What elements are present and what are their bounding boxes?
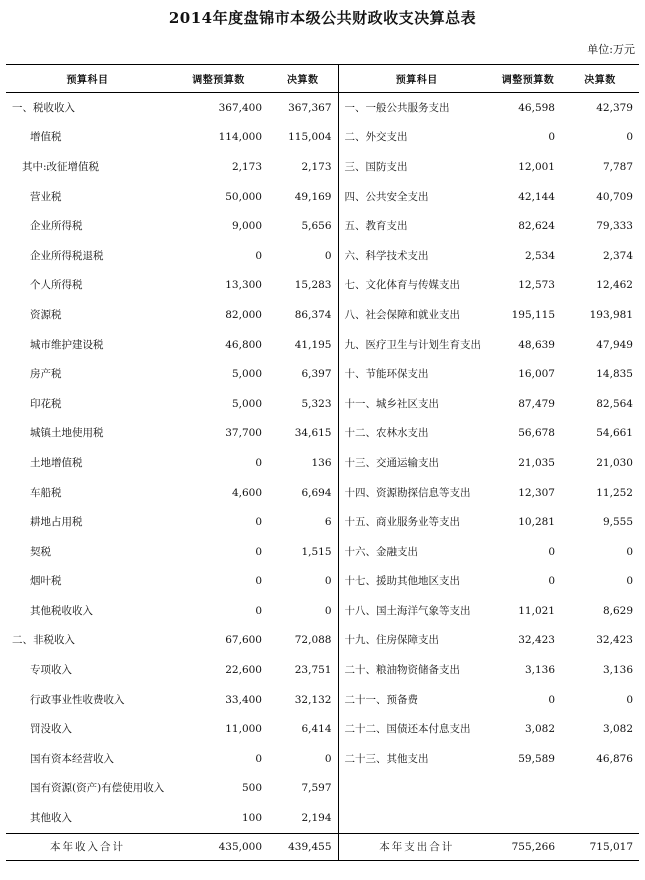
totals-row: [6, 833, 639, 860]
expense-final: 0: [626, 575, 633, 588]
income-adjusted: 5,000: [231, 397, 262, 410]
income-item: 耕地占用税: [30, 516, 83, 529]
table-row: [6, 744, 639, 774]
income-adjusted: 46,800: [225, 338, 262, 351]
income-adjusted: 0: [255, 752, 262, 765]
income-adjusted: 114,000: [218, 131, 262, 144]
expense-final: 0: [626, 131, 633, 144]
expense-adjusted: 42,144: [518, 190, 555, 203]
table-row: [6, 300, 639, 330]
expense-item: 十九、住房保障支出: [338, 626, 495, 656]
income-adjusted: 9,000: [231, 220, 262, 233]
income-adjusted: 0: [255, 456, 262, 469]
expense-final: [561, 774, 639, 804]
table-row: [6, 152, 639, 182]
expense-item: 二、外交支出: [338, 123, 495, 153]
header-income-item: 预算科目: [6, 65, 169, 93]
expense-item: 二十、粮油物资储备支出: [338, 655, 495, 685]
income-item: 车船税: [30, 486, 62, 499]
expense-item: 十五、商业服务业等支出: [338, 507, 495, 537]
table-row: [6, 241, 639, 271]
income-adjusted: 0: [255, 604, 262, 617]
table-row: [6, 271, 639, 301]
income-final: 6,414: [301, 723, 332, 736]
expense-final: 40,709: [596, 190, 633, 203]
expense-total-final: 715,017: [561, 833, 639, 860]
income-final: 2,194: [301, 812, 332, 825]
income-item: 城镇土地使用税: [30, 427, 104, 440]
table-row: [6, 182, 639, 212]
expense-item: 十七、援助其他地区支出: [338, 567, 495, 597]
income-final: 5,656: [301, 220, 332, 233]
expense-item: 九、医疗卫生与计划生育支出: [338, 330, 495, 360]
expense-final: 32,423: [596, 634, 633, 647]
expense-final: 0: [626, 545, 633, 558]
expense-final: 3,136: [602, 664, 633, 677]
expense-final: 0: [626, 693, 633, 706]
income-item: 其中:改征增值税: [22, 160, 100, 173]
expense-item: 十四、资源勘探信息等支出: [338, 478, 495, 508]
expense-adjusted: [495, 774, 561, 804]
expense-item: 十八、国土海洋气象等支出: [338, 596, 495, 626]
expense-adjusted: 0: [548, 575, 555, 588]
expense-adjusted: 46,598: [518, 101, 555, 114]
expense-item: 六、科学技术支出: [338, 241, 495, 271]
income-item: 资源税: [30, 308, 62, 321]
income-final: 6,694: [301, 486, 332, 499]
income-final: 0: [324, 752, 332, 765]
table-row: [6, 685, 639, 715]
expense-adjusted: 21,035: [518, 456, 555, 469]
income-final: 136: [311, 456, 332, 469]
expense-final: [561, 803, 639, 833]
expense-final: 8,629: [602, 604, 633, 617]
expense-adjusted: 82,624: [518, 220, 555, 233]
income-adjusted: 50,000: [225, 190, 262, 203]
table-row: [6, 359, 639, 389]
income-final: 15,283: [294, 279, 332, 292]
income-item: 企业所得税: [30, 220, 83, 233]
income-final: 0: [324, 575, 332, 588]
expense-adjusted: 48,639: [518, 338, 555, 351]
income-final: 23,751: [294, 664, 332, 677]
table-row: [6, 419, 639, 449]
expense-item: 二十一、预备费: [338, 685, 495, 715]
table-row: [6, 93, 639, 123]
expense-adjusted: 59,589: [518, 752, 555, 765]
expense-final: 193,981: [589, 308, 633, 321]
table-row: [6, 537, 639, 567]
income-item: 一、税收收入: [12, 101, 75, 114]
income-adjusted: 4,600: [231, 486, 262, 499]
budget-table: [6, 64, 639, 861]
expense-adjusted: 0: [548, 545, 555, 558]
income-item: 国有资源(资产)有偿使用收入: [30, 782, 165, 795]
expense-item: 十三、交通运输支出: [338, 448, 495, 478]
expense-adjusted: 16,007: [518, 368, 555, 381]
income-item: 营业税: [30, 190, 62, 203]
expense-final: 3,082: [602, 723, 633, 736]
income-item: 行政事业性收费收入: [30, 693, 125, 706]
expense-adjusted: 12,307: [518, 486, 555, 499]
income-final: 1,515: [301, 545, 332, 558]
expense-total-label: 本年支出合计: [338, 833, 495, 860]
table-row: [6, 448, 639, 478]
income-item: 土地增值税: [30, 456, 83, 469]
income-adjusted: 0: [255, 516, 262, 529]
income-total-label: 本年收入合计: [6, 833, 169, 860]
expense-final: 47,949: [596, 338, 633, 351]
income-adjusted: 5,000: [231, 368, 262, 381]
table-header-row: [6, 65, 639, 93]
expense-final: 2,374: [602, 249, 633, 262]
expense-item: 七、文化体育与传媒支出: [338, 271, 495, 301]
expense-adjusted: 3,082: [524, 723, 555, 736]
income-adjusted: 13,300: [225, 279, 262, 292]
table-row: [6, 123, 639, 153]
income-final: 72,088: [294, 634, 332, 647]
income-adjusted: 33,400: [225, 693, 262, 706]
income-item: 其他税收收入: [30, 604, 93, 617]
income-final: 5,323: [301, 397, 332, 410]
table-row: [6, 567, 639, 597]
table-row: [6, 803, 639, 833]
table-row: [6, 774, 639, 804]
income-item: 罚没收入: [30, 723, 72, 736]
income-final: 6,397: [301, 368, 332, 381]
expense-item: 四、公共安全支出: [338, 182, 495, 212]
income-item: 房产税: [30, 368, 62, 381]
expense-item: 十、节能环保支出: [338, 359, 495, 389]
expense-final: 21,030: [596, 456, 633, 469]
income-final: 34,615: [294, 427, 332, 440]
expense-final: 14,835: [596, 368, 633, 381]
income-total-adjusted: 435,000: [169, 833, 268, 860]
expense-adjusted: 10,281: [518, 516, 555, 529]
table-row: [6, 626, 639, 656]
unit-label: 单位:万元: [587, 43, 635, 56]
income-item: 个人所得税: [30, 279, 83, 292]
expense-adjusted: 87,479: [518, 397, 555, 410]
income-item: 国有资本经营收入: [30, 752, 114, 765]
expense-item: 二十三、其他支出: [338, 744, 495, 774]
expense-final: 11,252: [596, 486, 633, 499]
income-final: 32,132: [294, 693, 332, 706]
expense-final: 46,876: [596, 752, 633, 765]
income-total-final: 439,455: [268, 833, 338, 860]
table-row: [6, 330, 639, 360]
expense-final: 54,661: [596, 427, 633, 440]
expense-item: 三、国防支出: [338, 152, 495, 182]
income-adjusted: 0: [255, 545, 262, 558]
income-final: 0: [324, 604, 332, 617]
expense-item: 五、教育支出: [338, 211, 495, 241]
table-row: [6, 478, 639, 508]
income-adjusted: 37,700: [225, 427, 262, 440]
income-adjusted: 500: [241, 782, 262, 795]
income-adjusted: 67,600: [225, 634, 262, 647]
income-final: 7,597: [301, 782, 332, 795]
expense-item: 十二、农林水支出: [338, 419, 495, 449]
income-adjusted: 11,000: [225, 723, 262, 736]
header-income-final: 决算数: [268, 65, 338, 93]
expense-adjusted: [495, 803, 561, 833]
income-adjusted: 82,000: [225, 308, 262, 321]
table-row: [6, 507, 639, 537]
income-adjusted: 0: [255, 575, 262, 588]
income-item: 二、非税收入: [12, 634, 75, 647]
expense-adjusted: 12,573: [518, 279, 555, 292]
expense-adjusted: 0: [548, 693, 555, 706]
income-item: 烟叶税: [30, 575, 62, 588]
header-expense-adjusted: 调整预算数: [495, 65, 561, 93]
income-adjusted: 2,173: [231, 160, 262, 173]
header-expense-item: 预算科目: [338, 65, 495, 93]
income-final: 367,367: [288, 101, 332, 114]
expense-adjusted: 3,136: [524, 664, 555, 677]
income-item: 专项收入: [30, 664, 72, 677]
expense-adjusted: 2,534: [524, 249, 555, 262]
expense-final: 9,555: [602, 516, 633, 529]
expense-adjusted: 56,678: [518, 427, 555, 440]
expense-item: 一、一般公共服务支出: [338, 93, 495, 123]
income-final: 41,195: [294, 338, 332, 351]
expense-item: 二十二、国债还本付息支出: [338, 714, 495, 744]
header-income-adjusted: 调整预算数: [169, 65, 268, 93]
income-item: 企业所得税退税: [30, 249, 104, 262]
income-final: 6: [324, 516, 332, 529]
expense-total-adjusted: 755,266: [495, 833, 561, 860]
expense-final: 42,379: [596, 101, 633, 114]
income-final: 0: [324, 249, 332, 262]
expense-final: 7,787: [602, 160, 633, 173]
expense-final: 12,462: [596, 279, 633, 292]
expense-item: [338, 803, 495, 833]
income-item: 其他收入: [30, 812, 72, 825]
income-item: 增值税: [30, 131, 62, 144]
expense-adjusted: 32,423: [518, 634, 555, 647]
expense-adjusted: 11,021: [518, 604, 555, 617]
income-adjusted: 367,400: [218, 101, 262, 114]
expense-item: 十一、城乡社区支出: [338, 389, 495, 419]
income-item: 印花税: [30, 397, 62, 410]
table-row: [6, 596, 639, 626]
income-adjusted: 0: [255, 249, 262, 262]
header-expense-final: 决算数: [561, 65, 639, 93]
income-item: 契税: [30, 545, 51, 558]
report-title: 2014年度盘锦市本级公共财政收支决算总表: [168, 9, 477, 27]
table-row: [6, 211, 639, 241]
expense-item: 八、社会保障和就业支出: [338, 300, 495, 330]
income-final: 2,173: [301, 160, 332, 173]
expense-final: 82,564: [596, 397, 633, 410]
expense-item: 十六、金融支出: [338, 537, 495, 567]
table-row: [6, 389, 639, 419]
table-row: [6, 714, 639, 744]
income-final: 49,169: [294, 190, 332, 203]
income-adjusted: 22,600: [225, 664, 262, 677]
expense-adjusted: 195,115: [511, 308, 555, 321]
table-row: [6, 655, 639, 685]
expense-adjusted: 0: [548, 131, 555, 144]
income-adjusted: 100: [241, 812, 262, 825]
income-final: 115,004: [288, 131, 332, 144]
expense-item: [338, 774, 495, 804]
expense-final: 79,333: [596, 220, 633, 233]
income-item: 城市维护建设税: [30, 338, 104, 351]
expense-adjusted: 12,001: [518, 160, 555, 173]
income-final: 86,374: [294, 308, 332, 321]
